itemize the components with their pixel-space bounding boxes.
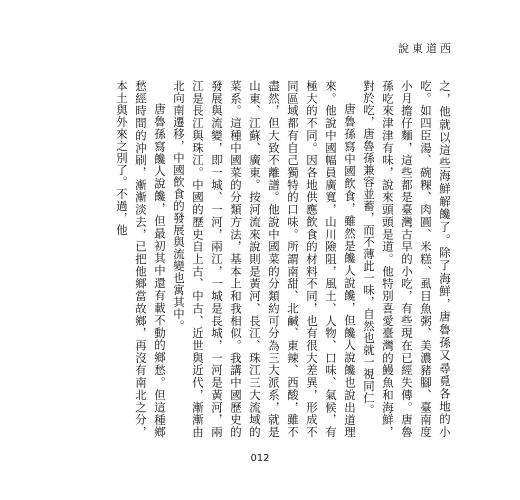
paragraph-2: 唐魯孫寫中國飲食，雖然是饞人說饞，但饞人說饞也說出道理來。他說中國幅員廣寬，山川險阻，風土、人物、口味、氣候，有極大的不同。因各地供應飲食的材料不同，也有很大差異，形成不同區域都有自己獨特的口味。所謂南甜、北鹹、東辣、西酸，雖不盡然，但大致不離譜。他說中國菜的分類約可分為三大派系，就是山東、江蘇、廣東。按河流來說則是黃河、長江、珠江三大流域的菜系。這種中國菜的分類方法，基本上和我相似。我講中國歷史的發展與流變，即一城、一河，兩江，一城是長城，一河是黃河，兩江是長江與珠江。中國的歷史自上古、中古、近世與近代，漸漸由北向南遷移，中國飲食的發展與流變也寓其中。 bbox=[172, 80, 357, 438]
page-number: 012 bbox=[250, 453, 270, 464]
paragraph-1: 之，他就以這些海鮮解饞了。除了海鮮，唐魯孫又尋覓各地的小吃。如四臣湯、碗粿、肉圓、米糕、虱目魚粥、美濃豬腳、臺南度小月擔仔麵，這些都是臺灣古早的小吃，有些現在已經失傳。唐魯孫吃來津津有味，說來頭頭是道。他特別喜愛臺灣的鰻魚和海鮮，對於吃，唐魯孫兼容並蓄，而不薄此一味，自然也就一視同仁。 bbox=[362, 80, 452, 438]
running-head: 說東道西 bbox=[398, 42, 454, 55]
paragraph-3: 唐魯孫寫饞人說饞，但最初其中還有載不動的鄉愁。但這種鄉愁經時間的沖刷，漸漸淡去，已把他鄉當故鄉，再沒有南北之分，本土與外來之別了。不過，他 bbox=[115, 80, 167, 438]
body-text bbox=[62, 80, 454, 438]
